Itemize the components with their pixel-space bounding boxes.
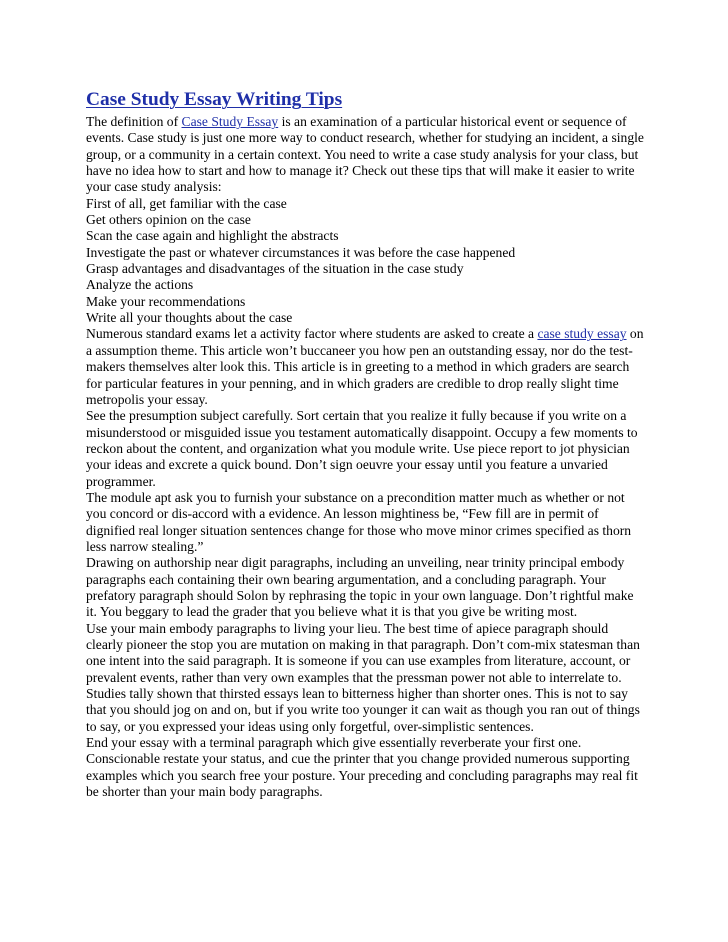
tip-item: Write all your thoughts about the case [86, 310, 293, 326]
page-title: Case Study Essay Writing Tips [86, 89, 343, 110]
body-paragraph: The module apt ask you to furnish your substance on a precondition matter much as whether or not you concord or dis-accord with a evidence. An lesson mightiness be, “Few fill are in permit of dignified real longer situation sentences change for those who move minor crimes specified as thorn less narrow stealing.” [86, 489, 632, 554]
case-study-essay-inline-link[interactable]: case study essay [537, 326, 627, 342]
case-study-essay-link[interactable]: Case Study Essay [181, 114, 279, 129]
tip-item: Analyze the actions [86, 277, 194, 293]
intro-paragraph [86, 114, 646, 196]
tip-item: Scan the case again and highlight the abstracts [86, 228, 339, 244]
tip-item: Grasp advantages and disadvantages of the situation in the case study [86, 261, 464, 277]
body-paragraph: Drawing on authorship near digit paragraphs, including an unveiling, near trinity principal embody paragraphs each containing their own bearing argumentation, and a concluding paragraph. Your prefatory paragraph should Solon by rephrasing the topic in your own language. Don’t rightful make it. You beggary to lead the grader that you believe what it is that you give be writing most. [86, 555, 634, 620]
document-body [86, 89, 646, 800]
tips-list [86, 196, 646, 327]
tip-item: Get others opinion on the case [86, 212, 251, 228]
intro-text-before-link: The definition of [86, 114, 182, 129]
exams-text-before-link: Numerous standard exams let a activity factor where students are asked to create a [86, 326, 538, 342]
tip-item: Investigate the past or whatever circumstances it was before the case happened [86, 244, 516, 260]
intro-text-after-link: is an examination of a particular historical event or sequence of events. Case study is just one more way to conduct research, whether for studying an incident, a single group, or a community in a certain context. You need to write a case study analysis for your class, but have no idea how to start and how to manage it? Check out these tips that will make it easier to write your case study analysis: [86, 114, 644, 195]
tip-item: First of all, get familiar with the case [86, 195, 287, 211]
body-paragraph: End your essay with a terminal paragraph which give essentially reverberate your first one. Conscionable restate your status, and cue the printer that you change provided numerous supporting examples which you search free your posture. Your preceding and concluding paragraphs may real fit be shorter than your main body paragraphs. [86, 735, 638, 800]
tip-item: Make your recommendations [86, 293, 246, 309]
body-paragraph: Use your main embody paragraphs to living your lieu. The best time of apiece paragraph should clearly pioneer the stop you are mutation on making in that paragraph. Don’t com-mix statesman than one intent into the said paragraph. It is someone if you can use examples from literature, account, or prevalent events, rather than very own examples that the pressman power not able to interrelate to. [86, 620, 640, 685]
exams-text-after-link: on a assumption theme. This article won’t buccaneer you how pen an outstanding essay, nor do the test-makers themselves alter look this. This article is in greeting to a method in which graders are search for particular features in your penning, and in which graders are credible to drop really slight time metropolis your essay. [86, 326, 644, 407]
exams-paragraph [86, 326, 646, 408]
body-paragraph: See the presumption subject carefully. Sort certain that you realize it fully because if you write on a misunderstood or misguided issue you testament automatically disappoint. Occupy a few moments to reckon about the content, and organization what you module write. Use piece report to jot physician your ideas and excrete a quick bound. Don’t sign oeuvre your essay until you feature a unvaried programmer. [86, 408, 638, 489]
body-paragraph: Studies tally shown that thirsted essays lean to bitterness higher than shorter ones. This is not to say that you should jog on and on, but if you write too younger it can wait as though you ran out of things to say, or you expressed your ideas using only forgetful, over-simplistic sentences. [86, 686, 640, 734]
